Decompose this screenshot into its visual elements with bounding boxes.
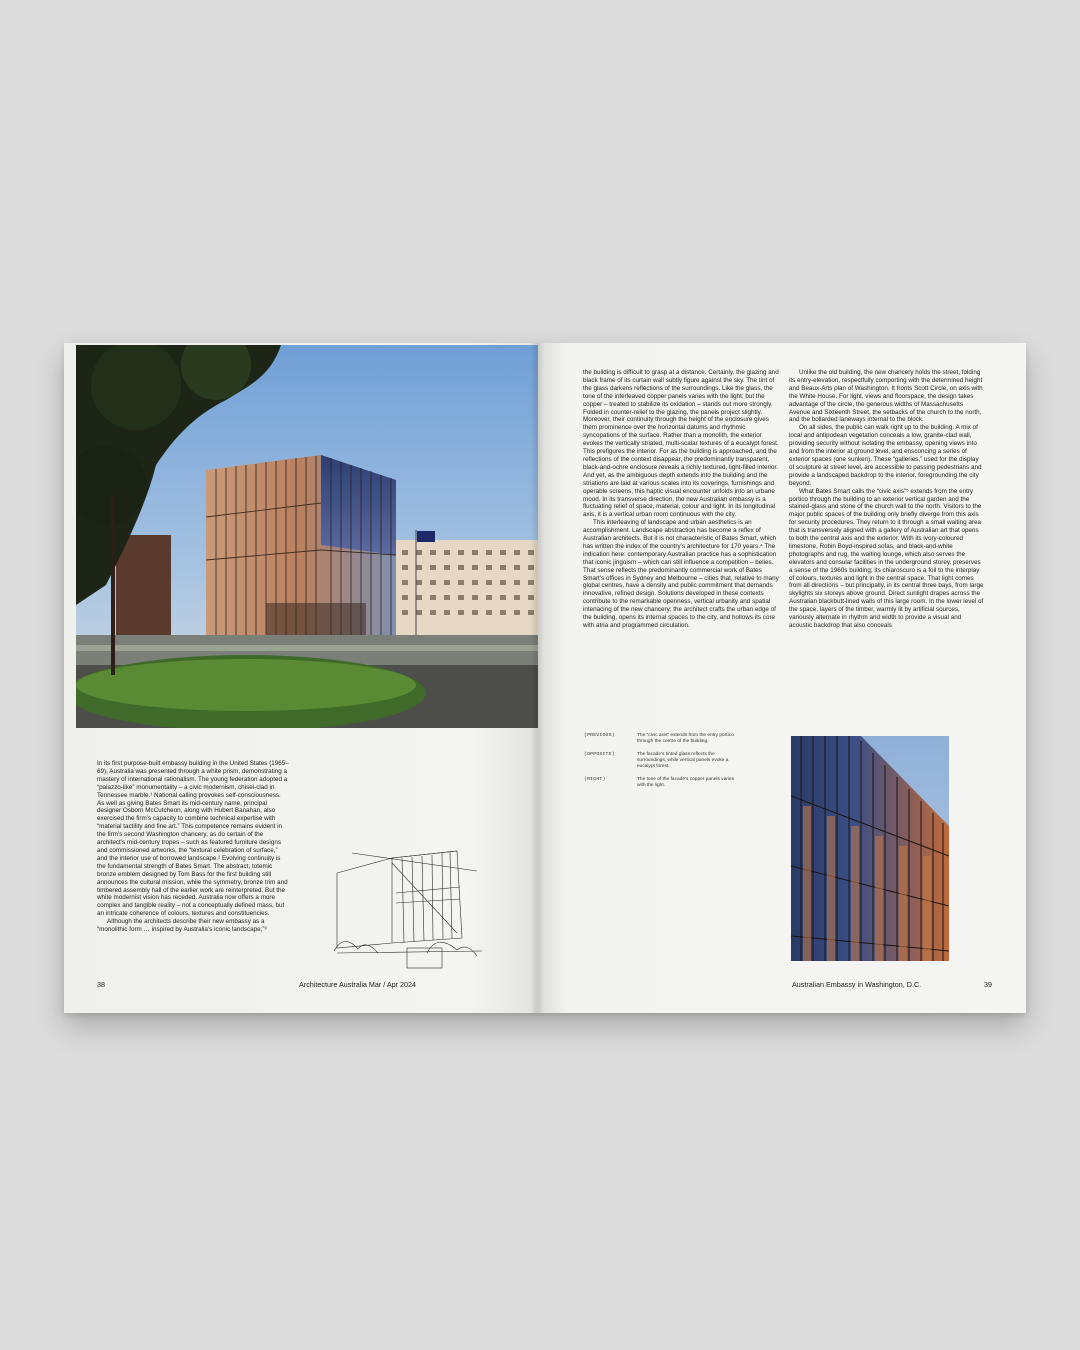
left-page: [64, 343, 538, 1013]
right-col1-paragraph-2: This interleaving of landscape and urban aesthetics is an accomplishment. Landscape abstraction has become a reflex of Australian architects. But it is not characteristic of Bates Smart, which has written the index of the country’s architecture for 170 years.⁴ The indication here: contemporary Australian practice has a sophistication that iconic jingoism – which can still influence a competition – belies. That sense reflects the predominantly commercial work of Bates Smart’s offices in Sydney and Melbourne – cities that, relative to many global centres, have a density and public commitment that demands innovative, refined design. Solutions developed in these contexts contribute to the remarkable openness, vertical urbanity and spatial interlacing of the new chancery; the architect crafts the urban edge of the building, opens its internal spaces to the city, and hollows its core with atria and programmed circulation.: [583, 519, 779, 629]
image-captions: [584, 733, 754, 796]
facade-detail-illustration: [791, 736, 949, 961]
running-footer-right: Australian Embassy in Washington, D.C.: [792, 980, 922, 989]
caption-right: [584, 777, 754, 789]
caption-tag: (RIGHT): [584, 777, 606, 782]
left-body-column: [97, 760, 289, 934]
right-col2-paragraph-1: Unlike the old building, the new chancery holds the street, folding its entry-elevation, respectfully comporting with the determined height and Beaux-Arts plan of Washington. It fronts Scott Circle, on axis with the White House. For light, views and floorspace, the design takes advantage of the circle, the generous widths of Massachusetts Avenue and Sixteenth Street, the setbacks of the church to the north, and the bollarded laneways internal to the block.: [789, 369, 983, 424]
right-col2-paragraph-2: On all sides, the public can walk right up to the building. A mix of local and antipodean vegetation conceals a low, granite-clad wall, providing security without isolating the embassy, opening views into and from the interior at ground level, and ensconcing a series of exterior spaces (one sunken). These “galleries,” used for the display of sculpture at street level, are accessible to passing pedestrians and provide a landscaped backdrop to the interior, foregrounding the city beyond.: [789, 424, 982, 487]
caption-opposite: [584, 752, 754, 770]
page-number-right: 39: [984, 980, 992, 989]
running-footer-left: Architecture Australia Mar / Apr 2024: [299, 980, 417, 989]
caption-tag: (OPPOSITE): [584, 752, 615, 757]
hero-photo-embassy: [76, 345, 538, 728]
architectural-sketch: [332, 843, 492, 973]
page-number-left: 38: [97, 980, 105, 989]
right-col2-paragraph-3: What Bates Smart calls the “civic axis”⁵ extends from the entry portico through the building to an exterior vertical garden and the stained-glass and stone of the church wall to the north. Visitors to the major public spaces of the building only briefly diverge from this axis for security procedures. They return to it through a small waiting area that is transversely aligned with a gallery of Australian art that opens to both the central axis and the exterior. With its ivory-coloured limestone, Robin Boyd-inspired sofas, and black-and-white photographs and rug, the waiting lounge, which also serves the elevators and consular facilities in the underground storey, preserves a sense of the 1960s building; its chiaroscuro is a foil to the interplay of colours, textures and light in the central space. That light comes from all directions – but principally, in its central three bays, from large skylights six storeys above ground. Direct sunlight drapes across the Australian blackbutt-lined walls of this large room. In the lower level of the space, layers of the timber, warmly lit by artificial sources, variously alternate in rhythm and width to provide a visual and acoustic backdrop that also conceals: [789, 487, 984, 629]
caption-text: The tone of the facade’s copper panels varies with the light.: [637, 777, 734, 788]
spine-gutter-shadow: [530, 343, 544, 1013]
sketch-drawing: [332, 843, 492, 973]
caption-tag: (PREVIOUS): [584, 733, 615, 738]
embassy-photo-illustration: [76, 345, 538, 728]
caption-previous: [584, 733, 754, 745]
right-body-column-1: [583, 369, 779, 630]
right-col1-paragraph-1: the building is difficult to grasp at a distance. Certainly, the glazing and black frame of its curtain wall subtly figure against the sky. The tint of the glass darkens reflections of the surroundings. Like the glass, the tone of the interleaved copper panels varies with the light; but the copper – treated to stabilize its oxidation – stands out more strongly. Folded in counter-relief to the glazing, the panels project slightly. Moreover, their continuity through the height of the enclosure gives them prominence over the horizontal datums and rhythmic syncopations of the surface. Rather than a monolith, the exterior evokes the vertically striated, multi-scalar textures of a eucalypt forest. This prefigures the interior. For as the building is approached, and the reflections of the context disappear, the predominantly transparent, black-and-ochre enclosure reveals a richly textured, light-filled interior. And yet, as the ambiguous depth extends into the building and the striations are laid at various scales into its coverings, furnishings and operable screens, this haptic visual encounter unfolds into an urbane mood. In its transverse direction, the new Australian embassy is a fluctuating relief of space, material, colour and light. In its longitudinal axis, it is a vertical urban room continuous with the city.: [583, 369, 779, 519]
right-body-column-2: [789, 369, 985, 630]
left-body-paragraph-2: Although the architects describe their new embassy as a “monolithic form … inspired by Australia’s iconic landscape,”³: [97, 918, 267, 934]
magazine-spread: [64, 343, 1026, 1013]
caption-text: The facade’s tinted glass reflects the surroundings, while vertical panels evoke a eucalypt forest.: [637, 752, 729, 769]
right-page: [538, 343, 1026, 1013]
facade-detail-photo: [791, 736, 949, 961]
caption-text: The “civic axis” extends from the entry portico through the centre of the building.: [637, 733, 734, 744]
left-body-paragraph-1: In its first purpose-built embassy building in the United States (1965–69), Australia was presented through a white prism, demonstrating a mastery of international rationalism. The young federation adopted a “palazzo-like” monumentality – a civic modernism, chisel-clad in Tennessee marble.¹ National calling provokes self-consciousness. As well as giving Bates Smart its mid-century name, principal designer Osborn McCutcheon, along with Hubert Banahan, also exercised the firm’s capacity to combine technical expertise with “material tactility and fine art.” This competence remains evident in the firm’s second Washington chancery, as do certain of the architect’s mid-century tropes – such as featured furniture designs and commissioned artworks, the “textural celebration of surface,” and the interior use of borrowed landscape.² Evolving continuity is the fundamental strength of Bates Smart. The abstract, totemic bronze emblem designed by Tom Bass for the first building still announces the cultural mission, while the symmetry, bronze trim and timbered assembly hall of the earlier work are reinterpreted. But the white modernist vision has receded. Australia now offers a more complex and tangible reality – not a conceptually defined mass, but an intricate coherence of colours, textures and constituencies.: [97, 760, 289, 918]
